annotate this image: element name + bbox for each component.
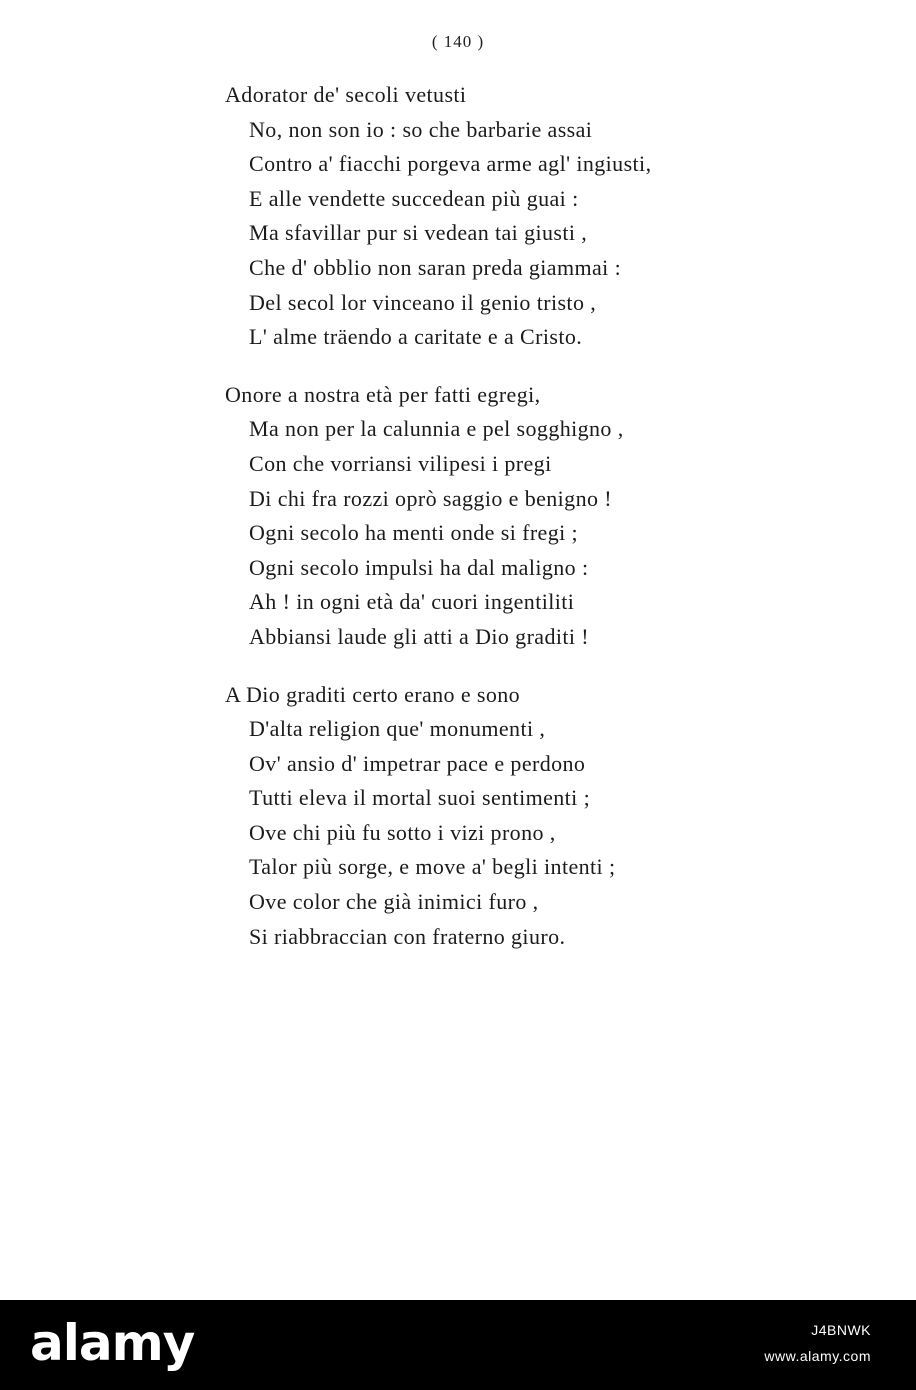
stanza-2 <box>225 378 865 655</box>
watermark-footer <box>0 1300 916 1390</box>
poem-line: Abbiansi laude gli atti a Dio graditi ! <box>249 623 590 649</box>
poem-line: Si riabbraccian con fraterno giuro. <box>249 923 566 949</box>
poem-body <box>225 78 865 977</box>
poem-line: Ov' ansio d' impetrar pace e perdono <box>249 750 586 776</box>
poem-line: Onore a nostra età per fatti egregi, <box>225 381 541 407</box>
page-number: ( 140 ) <box>431 32 485 51</box>
poem-line: Ma sfavillar pur si vedean tai giusti , <box>249 220 588 246</box>
poem-line: Talor più sorge, e move a' begli intenti ; <box>249 854 616 880</box>
poem-line: Ma non per la calunnia e pel sogghigno , <box>249 416 624 442</box>
poem-line: No, non son io : so che barbarie assai <box>249 116 593 142</box>
poem-line: Con che vorriansi vilipesi i pregi <box>249 450 552 476</box>
poem-line: Ove chi più fu sotto i vizi prono , <box>249 819 556 845</box>
poem-line: Ove color che già inimici furo , <box>249 889 539 915</box>
stanza-1 <box>225 78 865 355</box>
poem-line: Tutti eleva il mortal suoi sentimenti ; <box>249 785 591 811</box>
poem-line: Ah ! in ogni età da' cuori ingentiliti <box>249 589 575 615</box>
image-id: J4BNWK <box>811 1322 871 1338</box>
poem-line: Adorator de' secoli vetusti <box>225 82 467 107</box>
poem-line: A Dio graditi certo erano e sono <box>225 681 521 707</box>
poem-line: Del secol lor vinceano il genio tristo , <box>249 289 597 315</box>
poem-line: Ogni secolo ha menti onde si fregi ; <box>249 520 579 546</box>
poem-line: Di chi fra rozzi oprò saggio e benigno ! <box>249 485 612 511</box>
poem-line: L' alme träendo a caritate e a Cristo. <box>249 324 583 350</box>
poem-line: E alle vendette succedean più guai : <box>249 185 579 211</box>
poem-line: Ogni secolo impulsi ha dal maligno : <box>249 554 589 580</box>
poem-line: Che d' obblio non saran preda giammai : <box>249 254 622 280</box>
stanza-3 <box>225 678 865 955</box>
poem-line: D'alta religion que' monumenti , <box>249 716 546 742</box>
site-url: www.alamy.com <box>764 1348 871 1364</box>
alamy-logo: alamy <box>30 1314 195 1372</box>
poem-line: Contro a' fiacchi porgeva arme agl' ingiusti, <box>249 151 652 177</box>
